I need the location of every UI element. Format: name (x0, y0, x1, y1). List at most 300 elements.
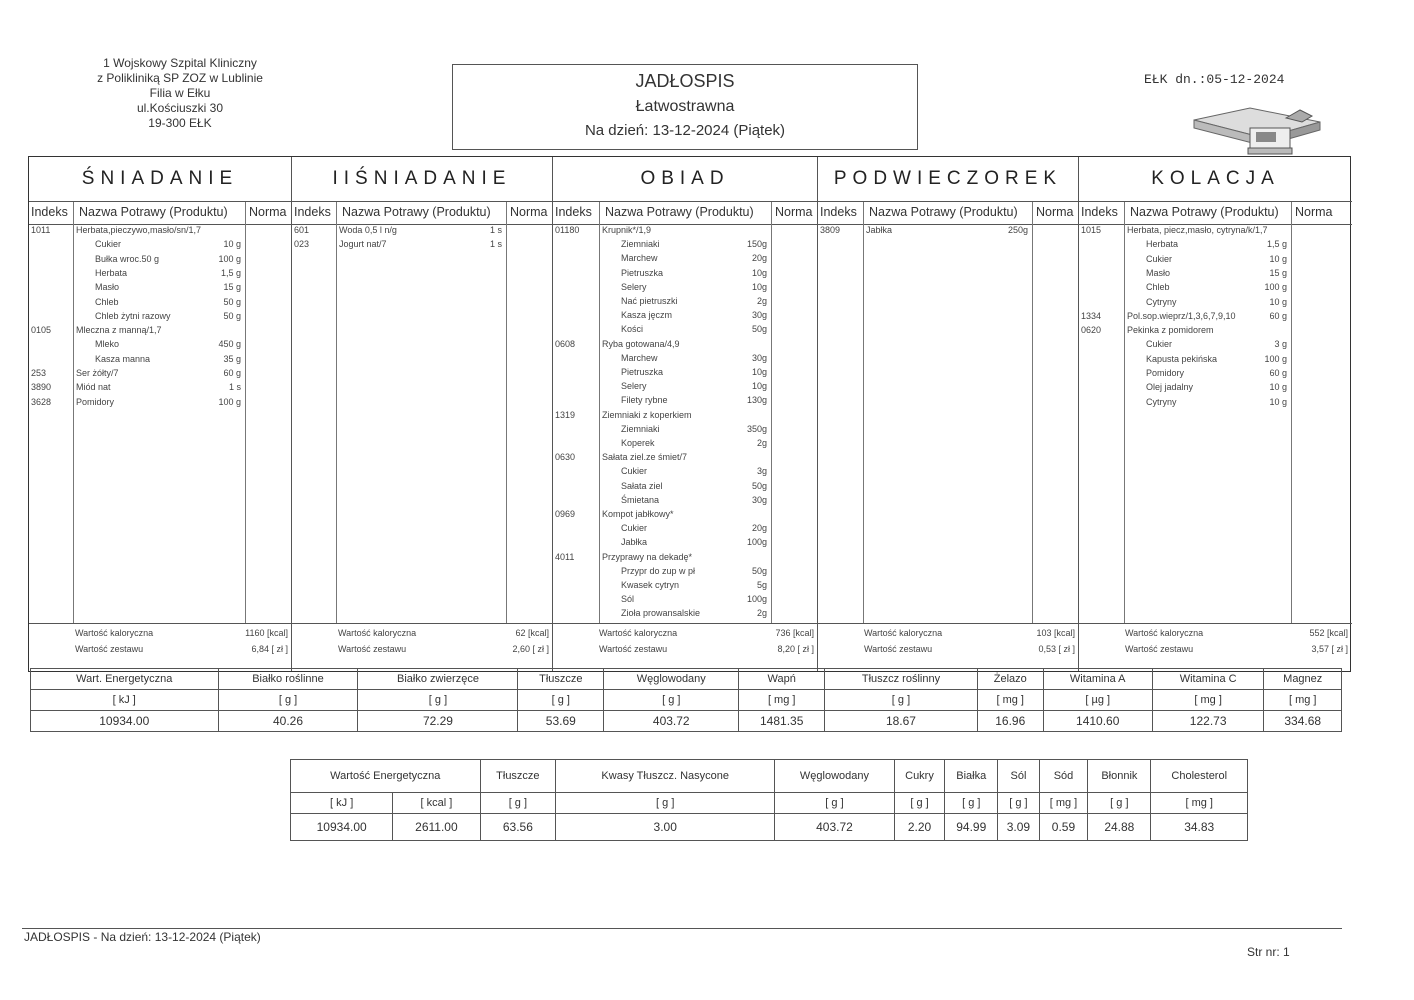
menu-row (553, 310, 817, 323)
row-index: 1011 (31, 225, 51, 235)
menu-row (29, 239, 291, 252)
menu-row (1079, 311, 1352, 324)
norm-header: Norma (1295, 205, 1333, 219)
nutrition-cell: 18.67 (825, 711, 978, 732)
row-name: Krupnik*/1,9 (602, 225, 652, 235)
meal-section (1079, 157, 1352, 671)
nutrition-cell: 16.96 (977, 711, 1043, 732)
nutrition-row (31, 690, 1342, 711)
nutrition-header: Kwasy Tłuszcz. Nasycone (556, 760, 775, 793)
kcal-value: 62 [kcal] (515, 628, 549, 638)
row-norm: 35 g (223, 353, 241, 364)
row-norm: 10 g (1269, 253, 1287, 264)
row-name: Chleb żytni razowy (95, 310, 171, 321)
menu-row (292, 225, 552, 238)
row-name: Nać pietruszki (621, 296, 678, 306)
menu-row (553, 339, 817, 352)
row-name: Ziemniaki (621, 239, 660, 250)
row-norm: 1,5 g (1266, 239, 1287, 250)
printer-illustration (1190, 100, 1330, 160)
nutrition-cell: [ g ] (518, 690, 604, 711)
nutrition-cell: [ g ] (825, 690, 978, 711)
hospital-line-4: ul.Kościuszki 30 (136, 101, 224, 115)
nutrition-cell: [ mg ] (977, 690, 1043, 711)
row-index: 1015 (1081, 225, 1102, 235)
row-index: 4011 (555, 551, 575, 562)
row-norm: 3 g (1274, 339, 1287, 350)
meal-summary (818, 623, 1078, 672)
row-norm: 10g (751, 267, 767, 278)
row-index: 0630 (555, 452, 576, 463)
menu-row (29, 282, 291, 295)
nutrition-cell: 2.20 (894, 814, 945, 841)
nutrition-cell: [ g ] (604, 690, 739, 711)
nutrition-cell: 10934.00 (31, 711, 219, 732)
nutrition-cell: 40.26 (218, 711, 358, 732)
kcal-label: Wartość kaloryczna (864, 628, 943, 638)
row-name: Marchew (621, 352, 658, 363)
kcal-value: 552 [kcal] (1309, 628, 1348, 638)
row-norm: 10g (751, 381, 767, 392)
row-index: 3809 (820, 225, 841, 235)
nutrition-cell: Białko zwierzęce (358, 669, 518, 690)
menu-row (29, 225, 291, 238)
row-norm: 1,5 g (220, 267, 241, 278)
nutrition-cell: 1481.35 (739, 711, 825, 732)
nutrition-row (31, 669, 1342, 690)
nutrition-header: Węglowodany (775, 760, 894, 793)
norm-header: Norma (510, 205, 548, 219)
column-divider (863, 202, 864, 623)
menu-row (553, 225, 817, 238)
row-name: Pomidory (76, 396, 115, 407)
row-name: Pietruszka (621, 267, 664, 278)
menu-row (553, 537, 817, 550)
row-norm: 250g (1007, 225, 1028, 235)
row-index: 0620 (1081, 325, 1102, 336)
row-name: Herbata (1146, 239, 1179, 250)
nutrition-cell: Białko roślinne (218, 669, 358, 690)
nutrition-cell: 3.09 (998, 814, 1040, 841)
kcal-label: Wartość kaloryczna (1125, 628, 1204, 638)
nutrition-cell: [ mg ] (1264, 690, 1342, 711)
row-norm: 1 s (489, 225, 502, 235)
row-norm: 100 g (1264, 353, 1287, 364)
cost-label: Wartość zestawu (1125, 644, 1194, 654)
menu-row (1079, 368, 1352, 381)
nutrition-header: Cholesterol (1151, 760, 1248, 793)
menu-row (1079, 225, 1352, 238)
column-headers (553, 202, 817, 225)
row-name: Cytryny (1146, 396, 1177, 407)
menu-row (29, 311, 291, 324)
name-header: Nazwa Potrawy (Produktu) (79, 205, 228, 219)
footer-divider (22, 928, 1342, 929)
nutrition-cell: Wapń (739, 669, 825, 690)
menu-row (553, 324, 817, 337)
row-name: Pietruszka (621, 367, 664, 377)
nutrition-cell: Witamina A (1043, 669, 1152, 690)
nutrition-cell: 53.69 (518, 711, 604, 732)
row-norm: 50g (751, 565, 767, 576)
meal-section (292, 157, 553, 671)
cost-value: 0,53 [ zł ] (1038, 644, 1075, 654)
hospital-line-1: 1 Wojskowy Szpital Kliniczny (103, 56, 257, 70)
nutrition-cell: 2611.00 (393, 814, 480, 841)
kcal-value: 736 [kcal] (775, 628, 814, 638)
nutrition-header-row (291, 760, 1248, 793)
index-header: Indeks (31, 205, 68, 219)
row-index: 0608 (555, 338, 576, 349)
row-norm: 10 g (223, 239, 241, 250)
row-name: Woda 0,5 l n/g (339, 225, 397, 235)
row-name: Pomidory (1146, 368, 1185, 378)
nutrition-cell: [ mg ] (1151, 793, 1248, 814)
row-name: Cukier (621, 523, 648, 534)
row-norm: 350g (746, 423, 767, 434)
kcal-value: 1160 [kcal] (245, 628, 288, 638)
menu-row (553, 410, 817, 423)
row-name: Ryba gotowana/4,9 (602, 338, 680, 349)
cost-value: 6,84 [ zł ] (251, 644, 288, 654)
nutrition-cell: [ g ] (1088, 793, 1151, 814)
name-header: Nazwa Potrawy (Produktu) (605, 205, 754, 219)
menu-row (553, 452, 817, 465)
nutrition-cell: 72.29 (358, 711, 518, 732)
column-divider (1032, 202, 1033, 623)
menu-row (553, 282, 817, 295)
menu-row (818, 225, 1078, 238)
nutrition-cell: 0.59 (1039, 814, 1088, 841)
nutrition-row (31, 711, 1342, 732)
nutrition-cell: 63.56 (480, 814, 556, 841)
menu-row (1079, 239, 1352, 252)
nutrition-cell: 403.72 (775, 814, 894, 841)
nutrition-cell: [ kJ ] (31, 690, 219, 711)
nutrition-cell: [ g ] (218, 690, 358, 711)
menu-row (29, 339, 291, 352)
meal-title: KOLACJA (1079, 157, 1352, 202)
row-name: Bułka wroc.50 g (95, 253, 160, 264)
nutrition-cell: Witamina C (1152, 669, 1264, 690)
menu-row (553, 580, 817, 593)
cost-value: 2,60 [ zł ] (512, 644, 549, 654)
row-index: 601 (294, 225, 310, 235)
nutrition-cell: [ g ] (358, 690, 518, 711)
nutrition-cell: Żelazo (977, 669, 1043, 690)
row-norm: 100g (746, 594, 767, 605)
meal-section (818, 157, 1079, 671)
row-index: 01180 (555, 225, 580, 235)
menu-row (1079, 382, 1352, 395)
nutrition-cell: Tłuszcze (518, 669, 604, 690)
meal-section (553, 157, 818, 671)
row-norm: 50 g (223, 310, 241, 321)
nutrition-cell: 3.00 (556, 814, 775, 841)
nutrition-cell: [ mg ] (1039, 793, 1088, 814)
row-name: Ziemniaki z koperkiem (602, 409, 692, 420)
row-name: Zioła prowansalskie (621, 608, 701, 619)
nutrition-cell: 34.83 (1151, 814, 1248, 841)
row-norm: 2g (756, 608, 767, 619)
menu-row (29, 397, 291, 410)
nutrition-cell: 1410.60 (1043, 711, 1152, 732)
menu-row (29, 254, 291, 267)
menu-row (29, 354, 291, 367)
menu-row (553, 296, 817, 309)
row-name: Sól (621, 594, 635, 605)
row-norm: 3g (756, 466, 767, 477)
row-name: Masło (95, 282, 120, 293)
hospital-header (60, 56, 300, 131)
row-norm: 50 g (223, 296, 241, 307)
menu-row (1079, 297, 1352, 310)
row-name: Kompot jabłkowy* (602, 509, 674, 519)
row-name: Selery (621, 281, 647, 292)
page-number: Str nr: 1 (1247, 945, 1290, 959)
menu-row (553, 594, 817, 607)
nutrition-cell: 403.72 (604, 711, 739, 732)
row-norm: 10 g (1269, 396, 1287, 407)
menu-row (29, 368, 291, 381)
norm-header: Norma (249, 205, 287, 219)
row-name: Pol.sop.wieprz/1,3,6,7,9,10 (1127, 310, 1236, 321)
row-name: Cukier (1146, 253, 1173, 264)
menu-row (553, 367, 817, 380)
column-headers (1079, 202, 1352, 225)
nutrition-table-1 (30, 668, 1342, 732)
cost-value: 8,20 [ zł ] (777, 644, 814, 654)
hospital-line-5: 19-300 EŁK (148, 116, 212, 130)
row-index: 3628 (31, 396, 52, 407)
menu-row (553, 495, 817, 508)
menu-row (553, 509, 817, 522)
row-norm: 10 g (1269, 296, 1287, 307)
row-norm: 100 g (218, 253, 241, 264)
row-norm: 5g (756, 580, 767, 590)
row-norm: 20g (751, 253, 767, 264)
menu-row (1079, 268, 1352, 281)
row-norm: 100 g (1264, 282, 1287, 293)
meal-title: ŚNIADANIE (29, 157, 291, 202)
row-name: Selery (621, 381, 647, 392)
menu-row (1079, 325, 1352, 338)
nutrition-cell: [ g ] (945, 793, 998, 814)
row-name: Koperek (621, 438, 655, 448)
nutrition-cell: 94.99 (945, 814, 998, 841)
row-index: 253 (31, 368, 47, 378)
menu-row (553, 523, 817, 536)
nutrition-cell: [ µg ] (1043, 690, 1152, 711)
row-norm: 10g (751, 281, 767, 292)
hospital-line-3: Filia w Ełku (149, 86, 211, 100)
row-norm: 10g (751, 367, 767, 377)
row-norm: 60 g (1269, 310, 1287, 321)
menu-row (553, 239, 817, 252)
row-norm: 30g (751, 352, 767, 363)
meal-title: PODWIECZOREK (818, 157, 1078, 202)
diet-name: Łatwostrawna (635, 98, 735, 115)
nutrition-cell: Wart. Energetyczna (31, 669, 219, 690)
row-norm: 10 g (1269, 382, 1287, 393)
row-name: Chleb (1146, 282, 1170, 293)
reference-date: EŁK dn.:05-12-2024 (1144, 72, 1285, 87)
row-name: Kasza jęczm (621, 310, 673, 321)
row-norm: 50g (751, 480, 767, 491)
nutrition-cell: [ g ] (894, 793, 945, 814)
menu-row (1079, 339, 1352, 352)
row-norm: 450 g (218, 339, 241, 350)
nutrition-cell: Magnez (1264, 669, 1342, 690)
kcal-label: Wartość kaloryczna (338, 628, 417, 638)
cost-label: Wartość zestawu (599, 644, 668, 654)
index-header: Indeks (820, 205, 857, 219)
column-divider (336, 202, 337, 623)
row-name: Marchew (621, 253, 658, 264)
row-name: Pekinka z pomidorem (1127, 325, 1214, 336)
menu-table (28, 156, 1351, 672)
menu-row (1079, 282, 1352, 295)
meal-summary (292, 623, 552, 672)
meal-summary (553, 623, 817, 672)
nutrition-cell: [ g ] (775, 793, 894, 814)
kcal-label: Wartość kaloryczna (75, 628, 154, 638)
row-norm: 30g (751, 494, 767, 505)
energy-header: Wartość Energetyczna (291, 760, 481, 793)
row-norm: 2g (756, 438, 767, 448)
row-name: Sałata ziel (621, 480, 663, 491)
column-headers (29, 202, 291, 225)
row-name: Jabłka (866, 225, 893, 235)
row-name: Ser żółty/7 (76, 368, 119, 378)
row-name: Kości (621, 324, 644, 335)
row-norm: 2g (756, 296, 767, 306)
menu-date: Na dzień: 13-12-2024 (Piątek) (584, 122, 786, 139)
cost-label: Wartość zestawu (75, 644, 144, 654)
row-name: Cukier (621, 466, 648, 477)
nutrition-cell: 122.73 (1152, 711, 1264, 732)
menu-row (553, 466, 817, 479)
column-divider (506, 202, 507, 623)
menu-row (29, 297, 291, 310)
norm-header: Norma (775, 205, 813, 219)
menu-row (553, 268, 817, 281)
row-name: Chleb (95, 296, 119, 307)
menu-row (553, 481, 817, 494)
nutrition-table-2 (290, 759, 1248, 841)
index-header: Indeks (294, 205, 331, 219)
row-norm: 130g (746, 395, 767, 406)
row-norm: 15 g (1269, 267, 1287, 278)
menu-row (292, 239, 552, 252)
nutrition-cell: Tłuszcz roślinny (825, 669, 978, 690)
row-name: Herbata (95, 267, 128, 278)
row-name: Miód nat (76, 382, 111, 393)
meal-title: OBIAD (553, 157, 817, 202)
row-name: Mleko (95, 339, 120, 350)
row-name: Kasza manna (95, 353, 151, 364)
row-name: Herbata, piecz,masło, cytryna/k/1,7 (1127, 225, 1268, 235)
column-headers (818, 202, 1078, 225)
nutrition-header: Sód (1039, 760, 1088, 793)
row-index: 1319 (555, 409, 576, 420)
nutrition-cell: [ mg ] (1152, 690, 1264, 711)
row-index: 0969 (555, 509, 576, 519)
row-name: Cukier (1146, 339, 1173, 350)
meal-section (29, 157, 292, 671)
menu-row (553, 608, 817, 621)
nutrition-cell: 334.68 (1264, 711, 1342, 732)
row-norm: 150g (746, 239, 767, 250)
nutrition-header: Tłuszcze (480, 760, 556, 793)
row-name: Cukier (95, 239, 122, 250)
row-name: Jogurt nat/7 (339, 239, 387, 250)
name-header: Nazwa Potrawy (Produktu) (869, 205, 1018, 219)
row-name: Przyprawy na dekadę* (602, 551, 693, 562)
menu-row (29, 382, 291, 395)
nutrition-cell: [ kJ ] (291, 793, 393, 814)
column-headers (292, 202, 552, 225)
nutrition-header: Cukry (894, 760, 945, 793)
menu-row (1079, 397, 1352, 410)
row-name: Ziemniaki (621, 423, 660, 434)
index-header: Indeks (555, 205, 592, 219)
row-norm: 30g (751, 310, 767, 321)
nutrition-cell: 24.88 (1088, 814, 1151, 841)
nutrition-header: Białka (945, 760, 998, 793)
nutrition-cell: [ g ] (556, 793, 775, 814)
row-norm: 100g (746, 537, 767, 548)
menu-row (1079, 254, 1352, 267)
row-norm: 60 g (223, 368, 241, 378)
nutrition-cell: [ g ] (998, 793, 1040, 814)
nutrition-header: Sól (998, 760, 1040, 793)
kcal-label: Wartość kaloryczna (599, 628, 678, 638)
menu-row (553, 552, 817, 565)
menu-row (553, 424, 817, 437)
row-norm: 1 s (489, 239, 502, 250)
nutrition-cell: [ kcal ] (393, 793, 480, 814)
row-norm: 20g (751, 523, 767, 534)
kcal-value: 103 [kcal] (1036, 628, 1075, 638)
meal-summary (29, 623, 291, 672)
row-name: Sałata ziel.ze śmiet/7 (602, 452, 688, 463)
menu-row (1079, 354, 1352, 367)
row-name: Mleczna z manną/1,7 (76, 325, 162, 336)
row-name: Przypr do zup w pł (621, 565, 696, 576)
row-index: 1334 (1081, 310, 1102, 321)
row-name: Olej jadalny (1146, 382, 1194, 393)
row-name: Kapusta pekińska (1146, 353, 1218, 364)
hospital-line-2: z Polikliniką SP ZOZ w Lublinie (97, 71, 263, 85)
nutrition-cell: Węglowodany (604, 669, 739, 690)
nutrition-cell: 10934.00 (291, 814, 393, 841)
row-norm: 100 g (218, 396, 241, 407)
menu-row (553, 438, 817, 451)
menu-row (553, 253, 817, 266)
row-index: 0105 (31, 325, 52, 336)
menu-row (553, 395, 817, 408)
cost-label: Wartość zestawu (864, 644, 933, 654)
name-header: Nazwa Potrawy (Produktu) (1130, 205, 1279, 219)
row-name: Cytryny (1146, 296, 1177, 307)
menu-row (29, 325, 291, 338)
cost-value: 3,57 [ zł ] (1311, 644, 1348, 654)
menu-row (553, 381, 817, 394)
row-name: Herbata,pieczywo,masło/sn/1,7 (76, 225, 202, 235)
meal-title: IIŚNIADANIE (292, 157, 552, 202)
row-name: Śmietana (621, 494, 660, 505)
